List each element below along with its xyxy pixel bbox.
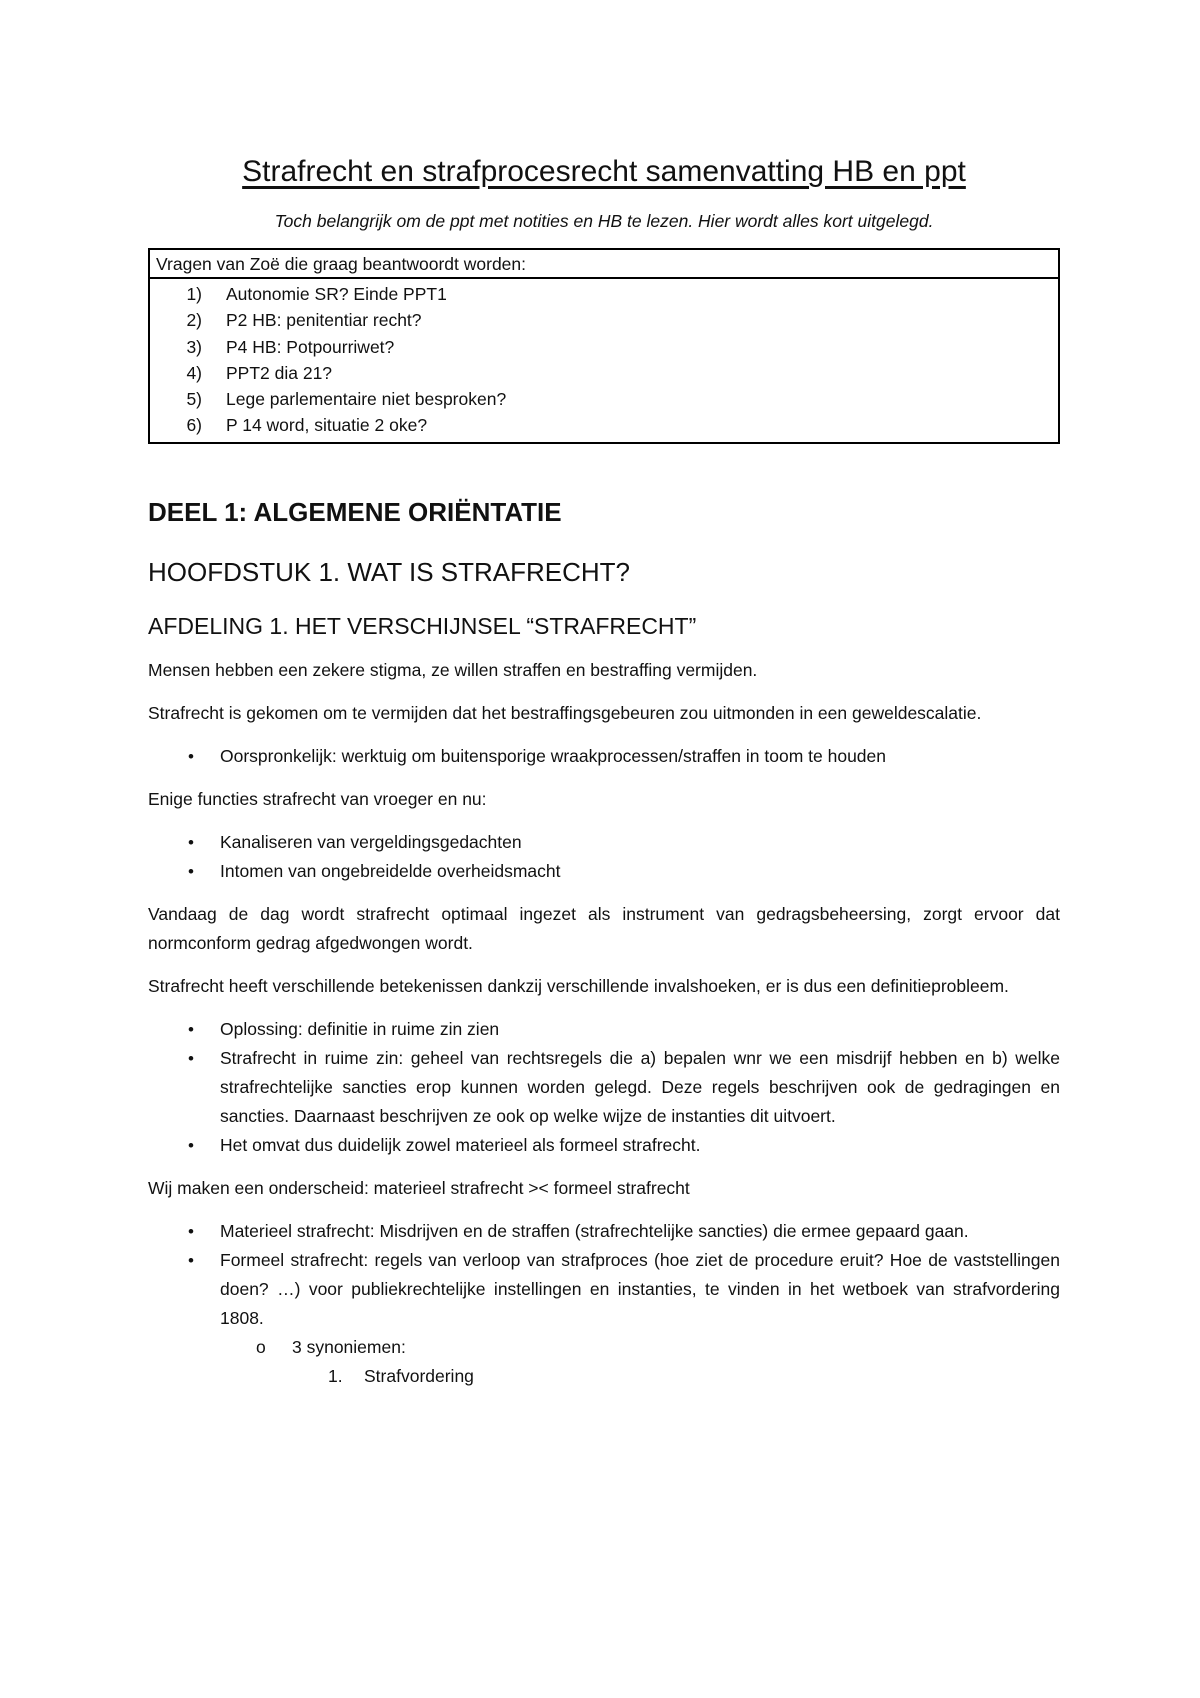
bullet-list xyxy=(148,1015,1060,1160)
question-number: 2) xyxy=(186,310,202,331)
bullet-icon: • xyxy=(188,1135,194,1155)
bullet-text: Strafrecht in ruime zin: geheel van rechtsregels die a) bepalen wnr we een misdrijf hebben en b) welke strafrechtelijke sancties erop kunnen worden gelegd. Deze regels beschrijven ook de gedragingen en sancties. Daarnaast beschrijven ze ook op welke wijze de instanties dit uitvoert. xyxy=(220,1047,1060,1126)
bullet-item xyxy=(148,1044,1060,1131)
question-item xyxy=(150,360,1058,386)
bullet-item xyxy=(148,828,1060,857)
bullet-item xyxy=(148,1217,1060,1246)
question-text: Autonomie SR? Einde PPT1 xyxy=(226,284,447,304)
question-text: P2 HB: penitentiar recht? xyxy=(226,310,422,331)
question-number: 6) xyxy=(186,415,202,436)
question-text: P4 HB: Potpourriwet? xyxy=(226,336,395,357)
bullet-list xyxy=(148,828,1060,886)
sub-bullet-item xyxy=(148,1333,1060,1362)
heading-hoofdstuk: HOOFDSTUK 1. WAT IS STRAFRECHT? xyxy=(148,556,631,587)
question-number: 5) xyxy=(186,389,202,410)
bullet-text: Materieel strafrecht: Misdrijven en de straffen (strafrechtelijke sancties) die ermee gepaard gaan. xyxy=(220,1220,969,1241)
questions-box xyxy=(148,248,1060,444)
bullet-text: Intomen van ongebreidelde overheidsmacht xyxy=(220,860,561,881)
question-item xyxy=(150,412,1058,438)
bullet-item xyxy=(148,857,1060,886)
bullet-list xyxy=(148,1217,1060,1333)
paragraph: Wij maken een onderscheid: materieel strafrecht >< formeel strafrecht xyxy=(148,1177,690,1198)
bullet-list xyxy=(148,742,1060,771)
paragraph: Strafrecht is gekomen om te vermijden dat het bestraffingsgebeuren zou uitmonden in een geweldescalatie. xyxy=(148,702,982,723)
bullet-icon: • xyxy=(188,861,194,881)
bullet-item xyxy=(148,1246,1060,1333)
item-number: 1. xyxy=(328,1365,343,1386)
sub-bullet-text: 3 synoniemen: xyxy=(292,1336,406,1357)
bullet-text: Het omvat dus duidelijk zowel materieel als formeel strafrecht. xyxy=(220,1134,701,1155)
bullet-text: Oplossing: definitie in ruime zin zien xyxy=(220,1018,500,1039)
question-item xyxy=(150,281,1058,307)
question-item xyxy=(150,386,1058,412)
question-text: Lege parlementaire niet besproken? xyxy=(226,389,507,410)
heading-deel: DEEL 1: ALGEMENE ORIËNTATIE xyxy=(148,496,562,527)
page-content xyxy=(148,150,1060,1391)
bullet-icon: • xyxy=(188,1048,194,1068)
heading-afdeling: AFDELING 1. HET VERSCHIJNSEL “STRAFRECHT” xyxy=(148,612,697,639)
paragraph: Strafrecht heeft verschillende betekenissen dankzij verschillende invalshoeken, er is dus een definitieprobleem. xyxy=(148,975,1009,996)
numbered-item-text: Strafvordering xyxy=(364,1365,474,1386)
question-text: PPT2 dia 21? xyxy=(226,362,333,383)
bullet-text: Formeel strafrecht: regels van verloop van strafproces (hoe ziet de procedure eruit? Hoe de vaststellingen doen? …) voor publiekrechtelijke instellingen en instanties, te vinden in het wetboek van strafvordering 1808. xyxy=(220,1249,1060,1328)
circle-bullet-icon: o xyxy=(256,1336,266,1357)
bullet-icon: • xyxy=(188,832,194,852)
question-text: P 14 word, situatie 2 oke? xyxy=(226,415,428,436)
bullet-item xyxy=(148,1131,1060,1160)
document-title: Strafrecht en strafprocesrecht samenvatting HB en ppt xyxy=(242,155,966,188)
document-subtitle: Toch belangrijk om de ppt met notities en HB te lezen. Hier wordt alles kort uitgelegd. xyxy=(274,211,934,231)
questions-header: Vragen van Zoë die graag beantwoordt worden: xyxy=(150,250,1058,279)
question-item xyxy=(150,334,1058,360)
question-number: 1) xyxy=(186,284,202,304)
bullet-item xyxy=(148,1015,1060,1044)
bullet-icon: • xyxy=(188,1019,194,1039)
question-item xyxy=(150,307,1058,333)
question-number: 4) xyxy=(186,362,202,383)
bullet-icon: • xyxy=(188,746,194,766)
bullet-icon: • xyxy=(188,1250,194,1270)
numbered-item xyxy=(148,1362,1060,1391)
bullet-text: Oorspronkelijk: werktuig om buitensporige wraakprocessen/straffen in toom te houden xyxy=(220,745,886,766)
question-number: 3) xyxy=(186,336,202,357)
paragraph: Vandaag de dag wordt strafrecht optimaal ingezet als instrument van gedragsbeheersing, zorgt ervoor dat normconform gedrag afgedwongen wordt. xyxy=(148,903,1060,953)
questions-list xyxy=(150,279,1058,442)
paragraph: Mensen hebben een zekere stigma, ze willen straffen en bestraffing vermijden. xyxy=(148,659,758,680)
bullet-icon: • xyxy=(188,1221,194,1241)
paragraph: Enige functies strafrecht van vroeger en nu: xyxy=(148,788,487,809)
bullet-text: Kanaliseren van vergeldingsgedachten xyxy=(220,831,522,852)
bullet-item xyxy=(148,742,1060,771)
